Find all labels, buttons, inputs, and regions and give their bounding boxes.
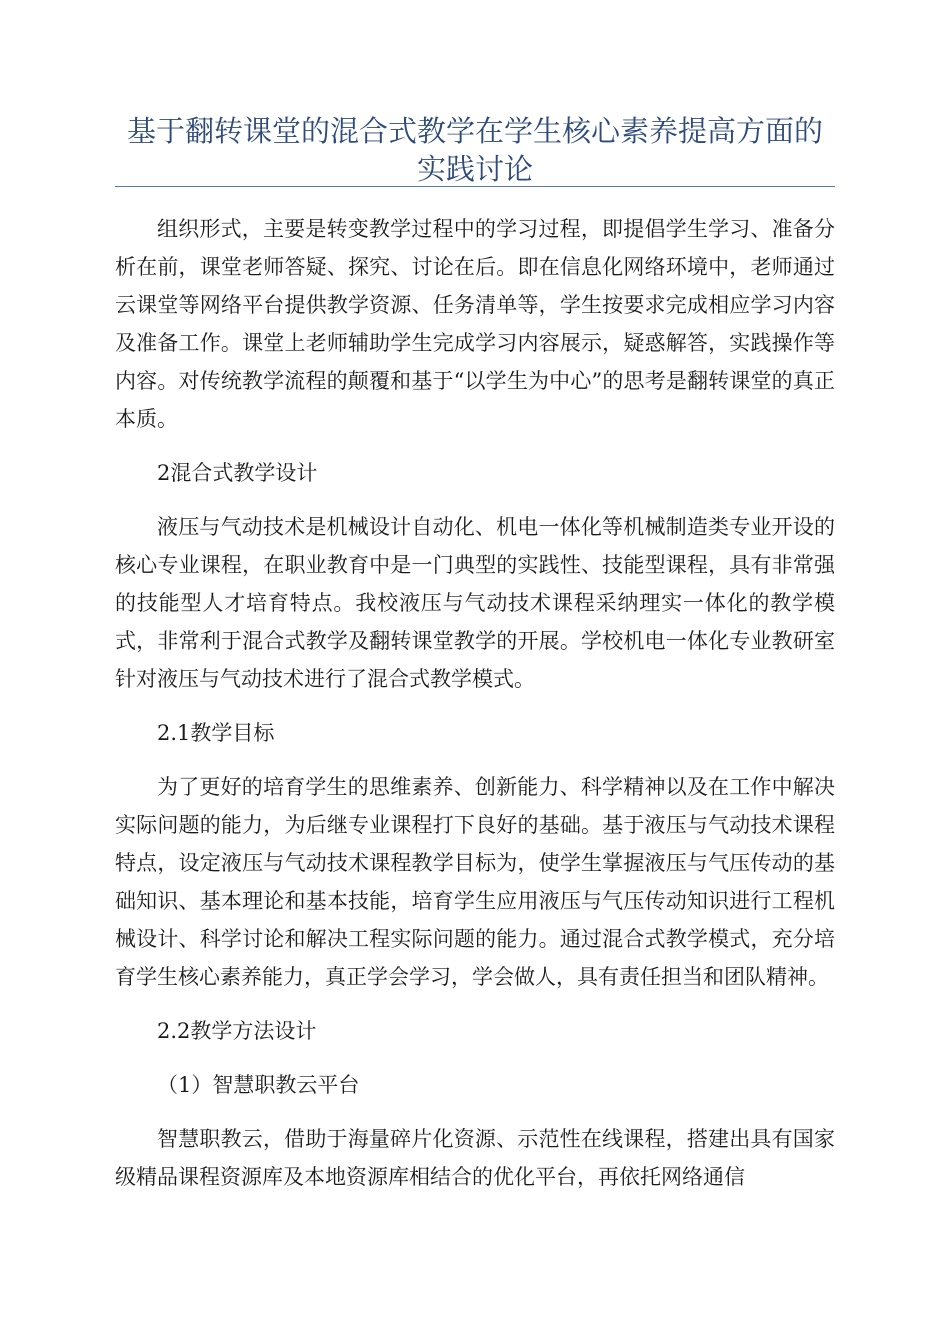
document-body	[115, 210, 835, 1196]
subsection-heading-smart-cloud: （1）智慧职教云平台	[157, 1073, 360, 1097]
paragraph-hydraulics-course: 液压与气动技术是机械设计自动化、机电一体化等机械制造类专业开设的核心专业课程，在职业教育中是一门典型的实践性、技能型课程，具有非常强的技能型人才培育特点。我校液压与气动技术课程采纳理实一体化的教学模式，非常利于混合式教学及翻转课堂教学的开展。学校机电一体化专业教研室针对液压与气动技术进行了混合式教学模式。	[115, 515, 835, 691]
paragraph-flipped-classroom: 组织形式，主要是转变教学过程中的学习过程，即提倡学生学习、准备分析在前，课堂老师答疑、探究、讨论在后。即在信息化网络环境中，老师通过云课堂等网络平台提供教学资源、任务清单等，学生按要求完成相应学习内容及准备工作。课堂上老师辅助学生完成学习内容展示，疑惑解答，实践操作等内容。对传统教学流程的颠覆和基于“以学生为中心”的思考是翻转课堂的真正本质。	[115, 217, 835, 431]
title-underline	[115, 186, 835, 187]
section-heading-method-design: 2.2教学方法设计	[157, 1019, 317, 1043]
document-title: 基于翻转课堂的混合式教学在学生核心素养提高方面的实践讨论	[126, 114, 823, 186]
paragraph-smart-cloud: 智慧职教云，借助于海量碎片化资源、示范性在线课程，搭建出具有国家级精品课程资源库及本地资源库相结合的优化平台，再依托网络通信	[115, 1127, 835, 1189]
section-heading-blended-design: 2混合式教学设计	[157, 461, 318, 485]
paragraph-teaching-goals: 为了更好的培育学生的思维素养、创新能力、科学精神以及在工作中解决实际问题的能力，为后继专业课程打下良好的基础。基于液压与气动技术课程特点，设定液压与气动技术课程教学目标为，使学生掌握液压与气压传动的基础知识、基本理论和基本技能，培育学生应用液压与气压传动知识进行工程机械设计、科学讨论和解决工程实际问题的能力。通过混合式教学模式，充分培育学生核心素养能力，真正学会学习，学会做人，具有责任担当和团队精神。	[115, 775, 835, 989]
section-heading-teaching-goals: 2.1教学目标	[157, 721, 275, 745]
